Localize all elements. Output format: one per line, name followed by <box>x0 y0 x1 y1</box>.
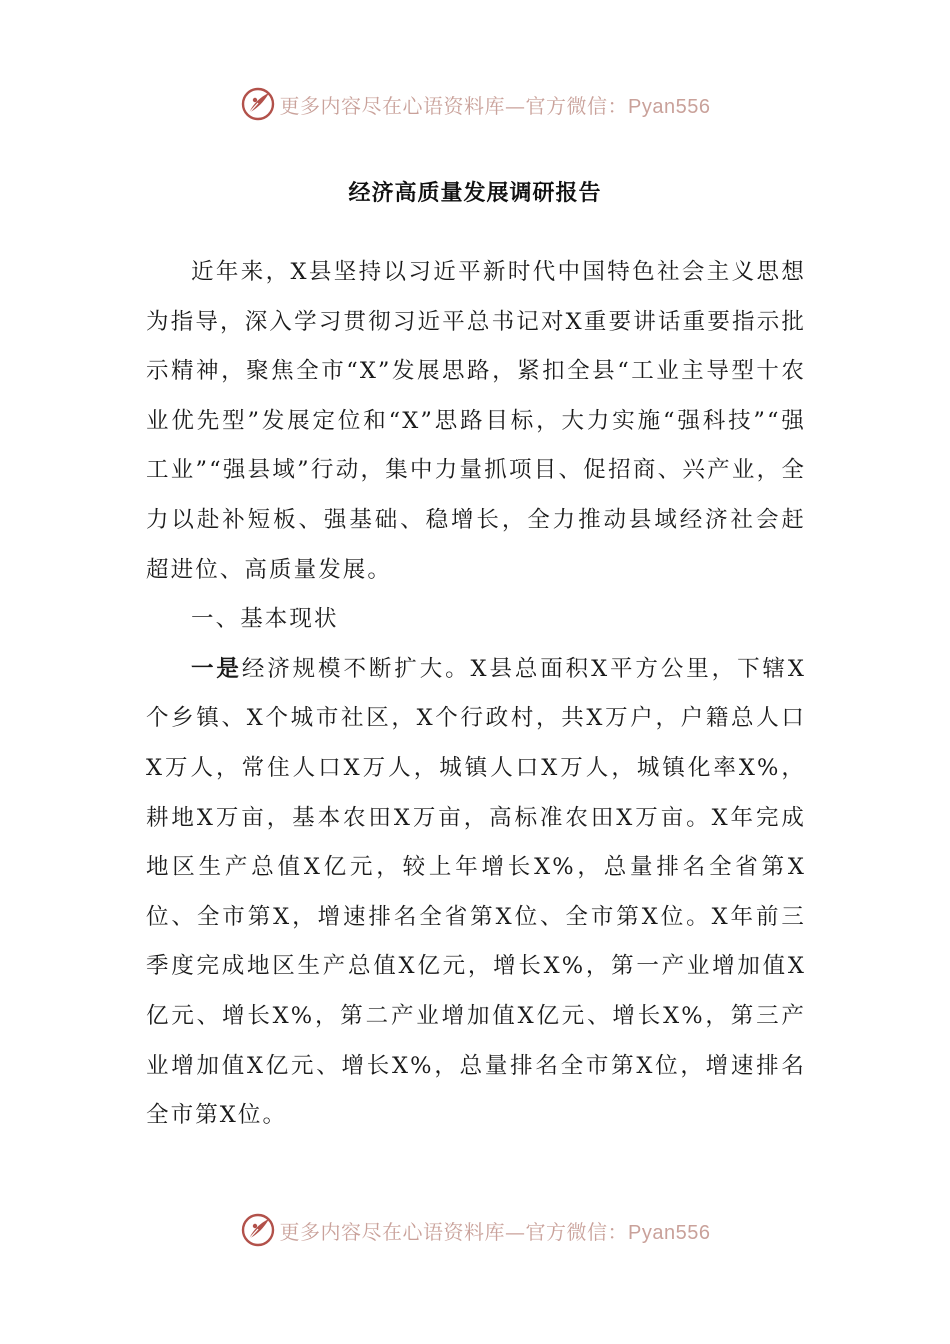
item-body: 经济规模不断扩大。X县总面积X平方公里，下辖X个乡镇、X个城市社区，X个行政村，共X万户，户籍总人口X万人，常住人口X万人，城镇人口X万人，城镇化率X%，耕地X万亩，基本农田X万亩，高标准农田X万亩。X年完成地区生产总值X亿元，较上年增长X%，总量排名全省第X位、全市第X，增速排名全省第X位、全市第X位。X年前三季度完成地区生产总值X亿元，增长X%，第一产业增加值X亿元、增长X%，第二产业增加值X亿元、增长X%，第三产业增加值X亿元、增长X%，总量排名全市第X位，增速排名全市第X位。 <box>146 655 807 1129</box>
quill-circle-icon <box>240 1212 276 1248</box>
watermark-wechat-id: Pyan556 <box>628 1221 711 1244</box>
item-lead: 一是 <box>191 655 242 682</box>
quill-circle-icon <box>240 86 276 122</box>
watermark-text: 更多内容尽在心语资料库—官方微信： <box>279 93 629 118</box>
watermark-wechat-id: Pyan556 <box>628 95 711 118</box>
intro-paragraph: 近年来，X县坚持以习近平新时代中国特色社会主义思想为指导，深入学习贯彻习近平总书记对X重要讲话重要指示批示精神，聚焦全市“X”发展思路，紧扣全县“工业主导型十农业优先型”发展定位和“X”思路目标，大力实施“强科技”“强工业”“强县域”行动，集中力量抓项目、促招商、兴产业，全力以赴补短板、强基础、稳增长，全力推动县域经济社会赶超进位、高质量发展。 <box>146 259 806 583</box>
item-paragraph <box>146 645 806 1141</box>
document-body <box>146 248 806 1141</box>
watermark-banner-bottom <box>0 1210 950 1250</box>
document-title: 经济高质量发展调研报告 <box>348 181 602 206</box>
section-heading: 一、基本现状 <box>191 606 339 633</box>
watermark-text: 更多内容尽在心语资料库—官方微信： <box>279 1219 629 1244</box>
watermark-banner-top <box>0 84 950 124</box>
